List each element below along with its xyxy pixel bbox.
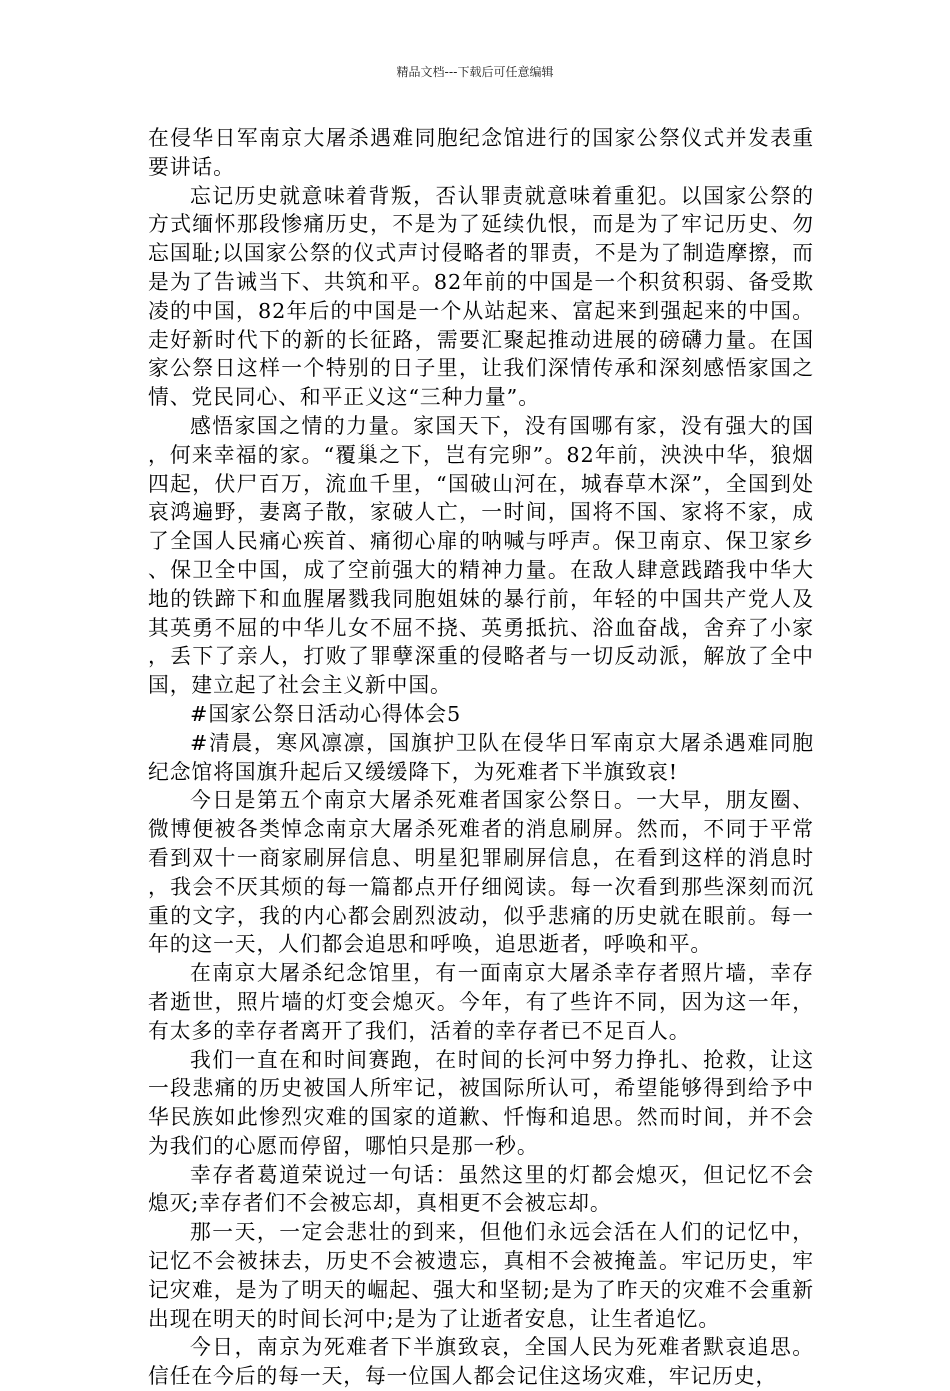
paragraph-6: 今日是第五个南京大屠杀死难者国家公祭日。一大早，朋友圈、微博便被各类悼念南京大屠杀死难者的消息刷屏。然而，不同于平常看到双十一商家刷屏信息、明星犯罪刷屏信息，在看到这样的消息时，我会不厌其烦的每一篇都点开仔细阅读。每一次看到那些深刻而沉重的文字，我的内心都会剧烈波动，似乎悲痛的历史就在眼前。每一年的这一天，人们都会追思和呼唤，追思逝者，呼唤和平。 [148, 788, 814, 957]
paragraph-11: 今日，南京为死难者下半旗致哀，全国人民为死难者默哀追思。信任在今后的每一天，每一位国人都会记住这场灾难，牢记历史， [148, 1335, 814, 1389]
document-body [148, 124, 814, 1391]
paragraph-9: 幸存者葛道荣说过一句话：虽然这里的灯都会熄灭，但记忆不会熄灭;幸存者们不会被忘却，真相更不会被忘却。 [148, 1162, 814, 1216]
paragraph-3: 感悟家国之情的力量。家国天下，没有国哪有家，没有强大的国，何来幸福的家。“覆巢之下，岂有完卵”。82年前，泱泱中华，狼烟四起，伏尸百万，流血千里，“国破山河在，城春草木深”，全国到处哀鸿遍野，妻离子散，家破人亡，一时间，国将不国、家将不家，成了全国人民痛心疾首、痛彻心扉的呐喊与呼声。保卫南京、保卫家乡、保卫全中国，成了空前强大的精神力量。在敌人肆意践踏我中华大地的铁蹄下和血腥屠戮我同胞姐妹的暴行前，年轻的中国共产党人及其英勇不屈的中华儿女不屈不挠、英勇抵抗、浴血奋战，舍弃了小家，丢下了亲人，打败了罪孽深重的侵略者与一切反动派，解放了全中国，建立起了社会主义新中国。 [148, 413, 814, 698]
paragraph-5: #清晨，寒风凛凛，国旗护卫队在侵华日军南京大屠杀遇难同胞纪念馆将国旗升起后又缓缓降下，为死难者下半旗致哀! [148, 730, 814, 784]
paragraph-8: 我们一直在和时间赛跑，在时间的长河中努力挣扎、抢救，让这一段悲痛的历史被国人所牢记，被国际所认可，希望能够得到给予中华民族如此惨烈灾难的国家的道歉、忏悔和追思。然而时间，并不会为我们的心愿而停留，哪怕只是那一秒。 [148, 1047, 814, 1158]
paragraph-1: 在侵华日军南京大屠杀遇难同胞纪念馆进行的国家公祭仪式并发表重要讲话。 [148, 126, 814, 179]
paragraph-7: 在南京大屠杀纪念馆里，有一面南京大屠杀幸存者照片墙，幸存者逝世，照片墙的灯变会熄灭。今年，有了些许不同，因为这一年，有太多的幸存者离开了我们，活着的幸存者已不足百人。 [148, 961, 814, 1043]
section-heading: #国家公祭日活动心得体会5 [190, 701, 462, 726]
page-header: 精品文档---下载后可任意编辑 [396, 65, 554, 79]
paragraph-10: 那一天，一定会悲壮的到来，但他们永远会活在人们的记忆中，记忆不会被抹去，历史不会被遗忘，真相不会被掩盖。牢记历史，牢记灾难，是为了明天的崛起、强大和坚韧;是为了昨天的灾难不会重新出现在明天的时间长河中;是为了让逝者安息，让生者追忆。 [148, 1220, 814, 1331]
paragraph-2: 忘记历史就意味着背叛，否认罪责就意味着重犯。以国家公祭的方式缅怀那段惨痛历史，不是为了延续仇恨，而是为了牢记历史、勿忘国耻;以国家公祭的仪式声讨侵略者的罪责，不是为了制造摩擦，而是为了告诫当下、共筑和平。82年前的中国是一个积贫积弱、备受欺凌的中国，82年后的中国是一个从站起来、富起来到强起来的中国。走好新时代下的新的长征路，需要汇聚起推动进展的磅礴力量。在国家公祭日这样一个特别的日子里，让我们深情传承和深刻感悟家国之情、党民同心、和平正义这“三种力量”。 [148, 183, 814, 410]
